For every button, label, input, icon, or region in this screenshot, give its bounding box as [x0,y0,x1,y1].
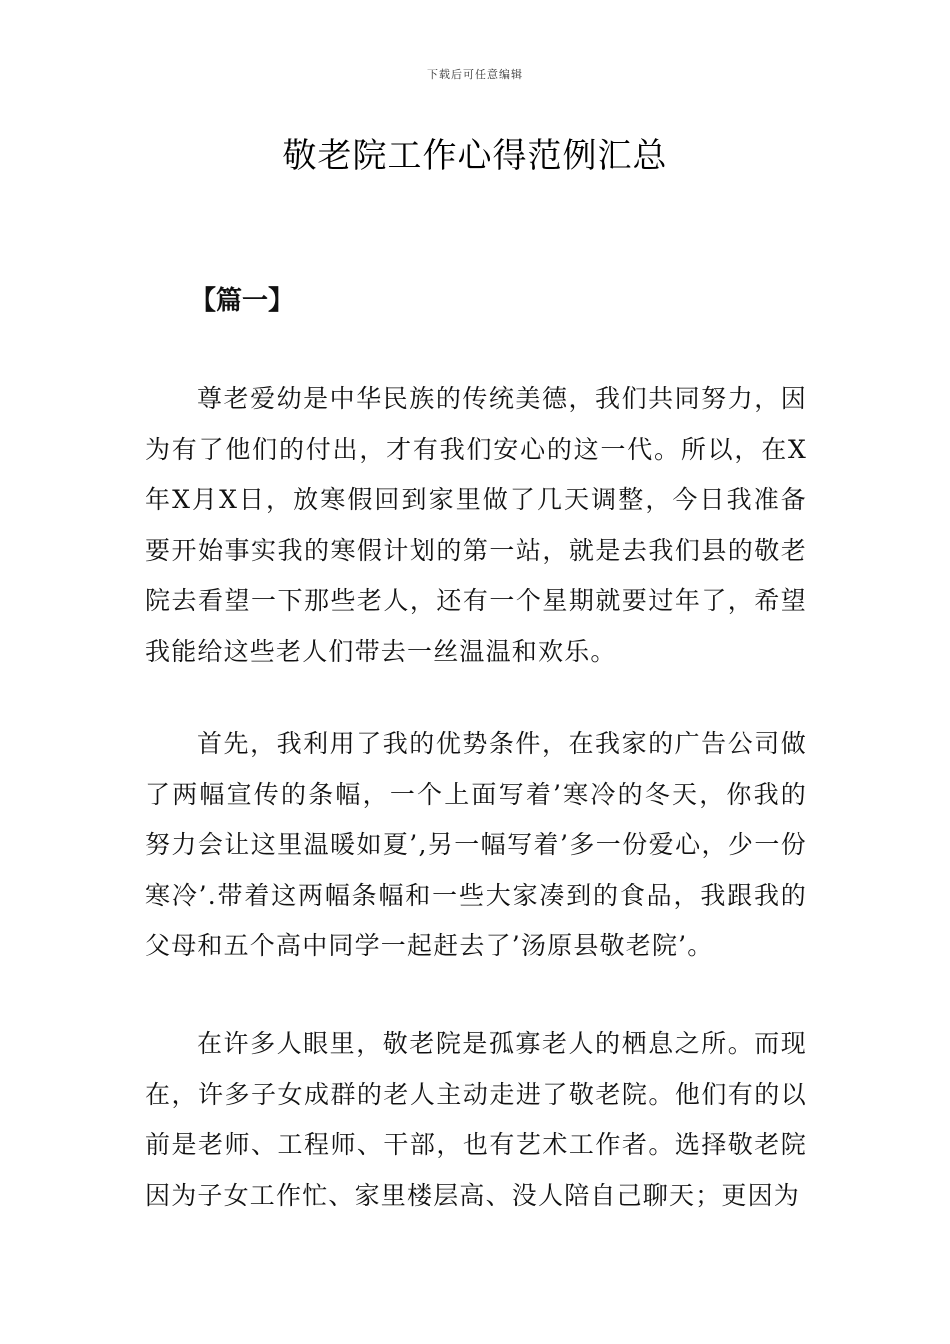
section-heading: 【篇一】 [190,286,295,316]
paragraph-2: 首先，我利用了我的优势条件，在我家的广告公司做了两幅宣传的条幅，一个上面写着’寒冷的冬天，你我的努力会让这里温暖如夏’,另一幅写着’多一份爱心，少一份寒冷’.带着这两幅条幅和一些大家凑到的食品，我跟我的父母和五个高中同学一起赶去了’汤原县敬老院’。 [145,729,807,960]
paragraph-1: 尊老爱幼是中华民族的传统美德，我们共同努力，因为有了他们的付出，才有我们安心的这一代。所以，在X年X月X日，放寒假回到家里做了几天调整，今日我准备要开始事实我的寒假计划的第一站，就是去我们县的敬老院去看望一下那些老人，还有一个星期就要过年了，希望我能给这些老人们带去一丝温温和欢乐。 [145,384,807,666]
document-title: 敬老院工作心得范例汇总 [282,136,668,176]
header-note: 下载后可任意编辑 [427,68,523,81]
paragraph-3: 在许多人眼里，敬老院是孤寡老人的栖息之所。而现在，许多子女成群的老人主动走进了敬老院。他们有的以前是老师、工程师、干部，也有艺术工作者。选择敬老院因为子女工作忙、家里楼层高、没人陪自己聊天；更因为 [145,1029,807,1210]
